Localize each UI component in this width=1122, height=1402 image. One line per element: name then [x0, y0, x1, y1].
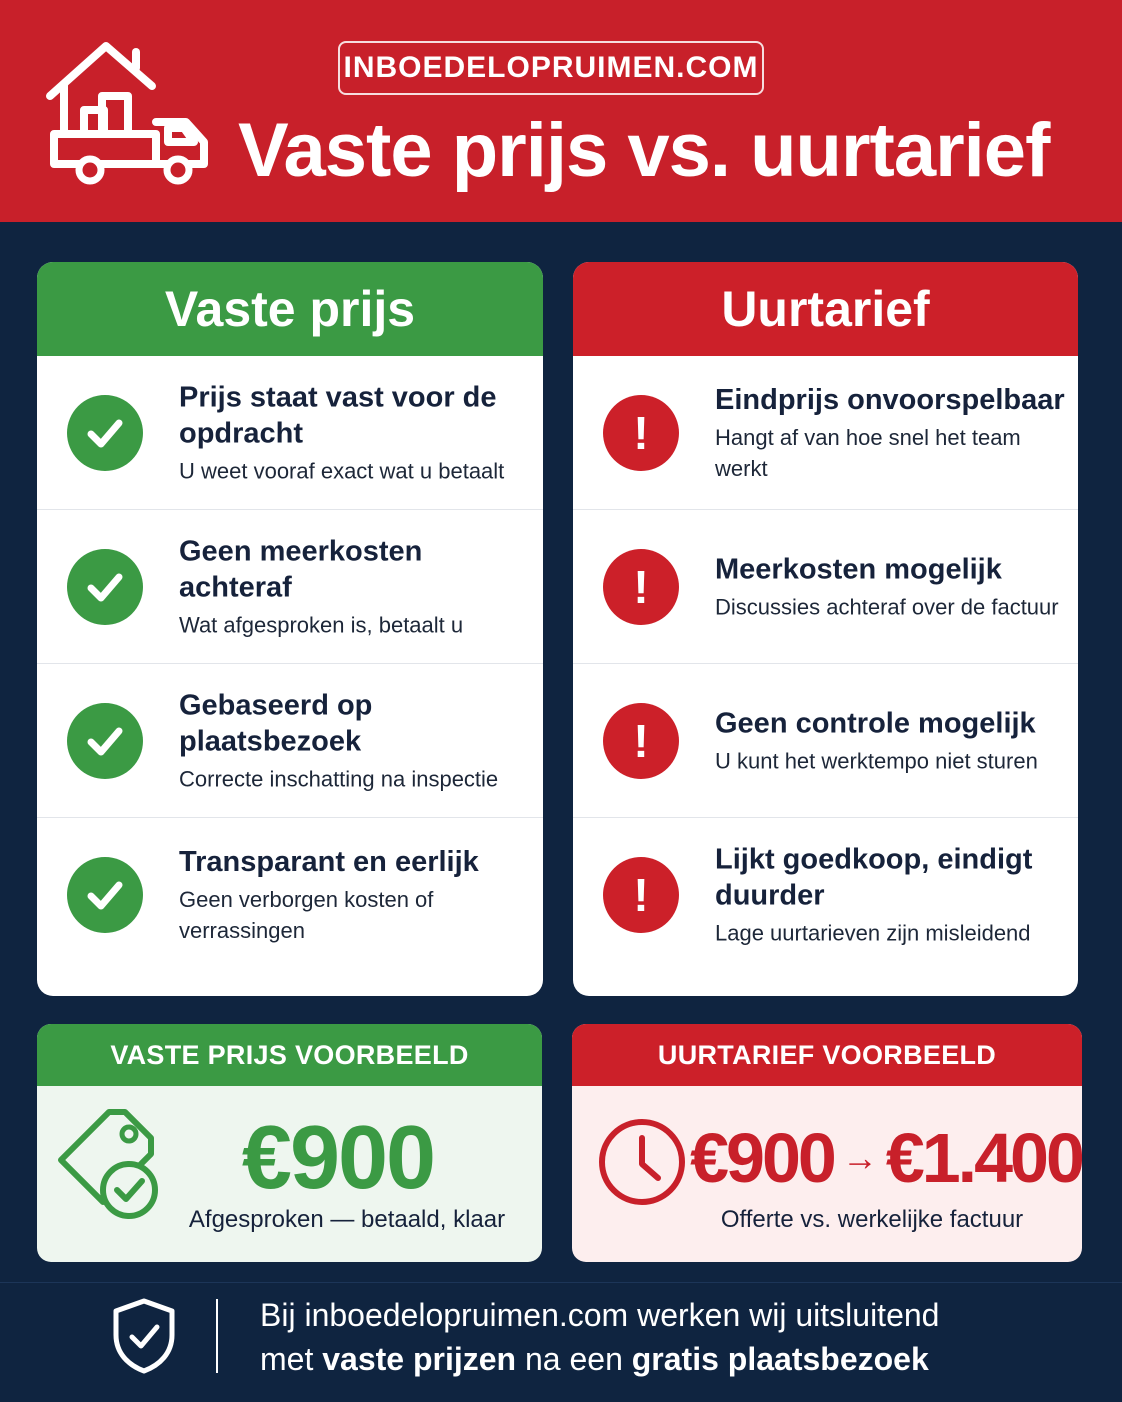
item-subtitle: Correcte inschatting na inspectie: [179, 766, 499, 791]
brand-badge: INBOEDELOPRUIMEN.COM: [338, 41, 764, 95]
footer: [0, 1282, 1122, 1402]
price-to: €1.400: [885, 1119, 1082, 1197]
list-item: [37, 818, 543, 972]
item-subtitle: Discussies achteraf over de factuur: [715, 594, 1059, 619]
list-item: [37, 510, 543, 664]
item-title: Meerkosten mogelijk: [715, 553, 1002, 585]
list-item: [573, 510, 1078, 664]
check-icon: [67, 857, 143, 933]
item-title: Eindprijs onvoorspelbaar: [715, 383, 1065, 416]
exclamation-icon: !: [603, 549, 679, 625]
hourly-rate-example: [572, 1024, 1082, 1262]
fixed-example-price: €900: [241, 1108, 435, 1208]
clock-icon: [596, 1116, 688, 1208]
item-title: Transparant en eerlijk: [179, 846, 479, 878]
fixed-price-example: [37, 1024, 542, 1262]
fixed-example-heading: VASTE PRIJS VOORBEELD: [37, 1024, 542, 1086]
item-subtitle: Lage uurtarieven zijn misleidend: [715, 920, 1031, 946]
item-title: Prijs staat vast voor de opdracht: [179, 381, 497, 449]
fixed-example-caption: Afgesproken — betaald, klaar: [188, 1206, 506, 1233]
item-title: Geen meerkosten achteraf: [179, 535, 423, 603]
exclamation-icon: !: [603, 857, 679, 933]
page-title: Vaste prijs vs. uurtarief: [238, 108, 1050, 193]
footer-text: [260, 1293, 1080, 1381]
item-title: Geen controle mogelijk: [715, 707, 1036, 739]
hourly-rate-card: [573, 262, 1078, 996]
hourly-example-price: [690, 1118, 1082, 1198]
item-subtitle: Geen verborgen kosten of verrassingen: [179, 887, 434, 943]
list-item: [573, 664, 1078, 818]
exclamation-icon: !: [603, 395, 679, 471]
footer-line-1: Bij inboedelopruimen.com werken wij uitsluitend: [260, 1297, 940, 1333]
item-subtitle: U kunt het werktempo niet sturen: [715, 748, 1038, 773]
house-truck-icon: [44, 38, 214, 188]
hourly-rate-heading: Uurtarief: [573, 262, 1078, 356]
item-subtitle: U weet vooraf exact wat u betaalt: [179, 458, 505, 483]
check-icon: [67, 395, 143, 471]
list-item: [37, 664, 543, 818]
price-from: €900: [690, 1119, 834, 1197]
hourly-example-caption: Offerte vs. werkelijke factuur: [720, 1206, 1024, 1233]
item-title: Lijkt goedkoop, eindigt duurder: [715, 843, 1033, 912]
footer-line-2: met vaste prijzen na een gratis plaatsbezoek: [260, 1341, 929, 1377]
list-item: [573, 818, 1078, 972]
fixed-price-heading: Vaste prijs: [37, 262, 543, 356]
exclamation-icon: !: [603, 703, 679, 779]
price-tag-check-icon: [55, 1102, 175, 1222]
fixed-price-card: [37, 262, 543, 996]
hourly-example-heading: UURTARIEF VOORBEELD: [572, 1024, 1082, 1086]
footer-divider: [216, 1299, 218, 1373]
item-subtitle: Hangt af van hoe snel het team werkt: [715, 424, 1021, 481]
check-icon: [67, 549, 143, 625]
arrow-right-icon: →: [841, 1137, 878, 1178]
check-icon: [67, 703, 143, 779]
item-title: Gebaseerd op plaatsbezoek: [179, 689, 373, 757]
shield-check-icon: [110, 1297, 178, 1375]
list-item: [573, 356, 1078, 510]
list-item: [37, 356, 543, 510]
header: [0, 0, 1122, 222]
item-subtitle: Wat afgesproken is, betaalt u: [179, 612, 464, 637]
